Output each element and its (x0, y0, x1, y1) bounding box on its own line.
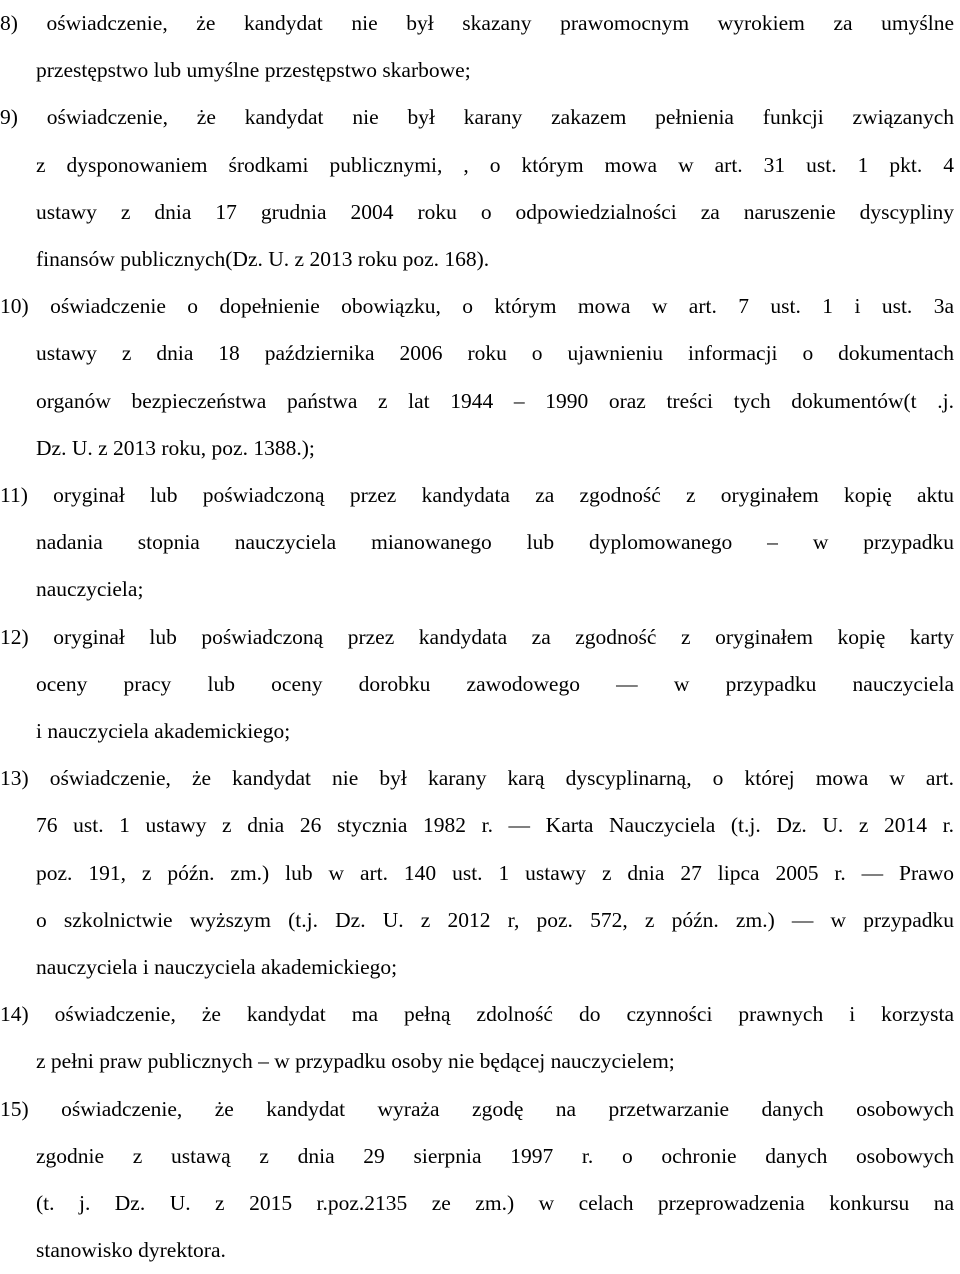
list-item-line: 76 ust. 1 ustawy z dnia 26 stycznia 1982 r. — Karta Nauczyciela (t.j. Dz. U. z 2014 r. (36, 813, 954, 838)
list-item-text: oświadczenie, że kandydat ma pełną zdolność do czynności prawnych i korzysta (54, 1002, 955, 1027)
list-item-text: oświadczenie, że kandydat nie był karany karą dyscyplinarną, o której mowa w art. (49, 766, 954, 791)
list-item-number: 12) (0, 624, 29, 649)
list-item-line (0, 755, 954, 802)
list-item-number: 14) (0, 1002, 29, 1027)
list-item-text: oryginał lub poświadczoną przez kandydata za zgodność z oryginałem kopię karty (53, 624, 954, 649)
list-item-line: nauczyciela; (36, 577, 144, 602)
list-item-number: 10) (0, 294, 29, 319)
list-item-line: Dz. U. z 2013 roku, poz. 1388.); (36, 435, 315, 460)
list-item-line (0, 94, 954, 141)
list-item-number: 15) (0, 1096, 29, 1121)
list-item-line: organów bezpieczeństwa państwa z lat 1944 – 1990 oraz treści tych dokumentów(t .j. (36, 388, 954, 413)
list-item-line (0, 614, 954, 661)
list-item-line: nadania stopnia nauczyciela mianowanego lub dyplomowanego – w przypadku (36, 530, 954, 555)
list-item-line: ustawy z dnia 17 grudnia 2004 roku o odpowiedzialności za naruszenie dyscypliny (36, 199, 954, 224)
list-item-number: 11) (0, 483, 28, 507)
list-item-text: oświadczenie, że kandydat wyraża zgodę na przetwarzanie danych osobowych (61, 1096, 955, 1121)
list-item-number: 8) (0, 11, 18, 35)
list-item-line (0, 283, 954, 330)
list-item-line: stanowisko dyrektora. (36, 1238, 226, 1263)
list-item-line: i nauczyciela akademickiego; (36, 719, 291, 743)
list-item-number: 9) (0, 105, 18, 130)
list-item-line: (t. j. Dz. U. z 2015 r.poz.2135 ze zm.) w celach przeprowadzenia konkursu na (36, 1191, 954, 1215)
list-item-line: z dysponowaniem środkami publicznymi, , o którym mowa w art. 31 ust. 1 pkt. 4 (36, 152, 954, 177)
list-item-text: oświadczenie o dopełnienie obowiązku, o którym mowa w art. 7 ust. 1 i ust. 3a (50, 294, 954, 319)
list-item-line: oceny pracy lub oceny dorobku zawodowego — w przypadku nauczyciela (36, 671, 954, 696)
list-item-line: finansów publicznych(Dz. U. z 2013 roku poz. 168). (36, 247, 490, 271)
list-item-line: z pełni praw publicznych – w przypadku osoby nie będącej nauczycielem; (36, 1049, 675, 1074)
list-item-line (0, 472, 954, 519)
list-item-line: poz. 191, z późn. zm.) lub w art. 140 ust. 1 ustawy z dnia 27 lipca 2005 r. — Prawo (36, 860, 954, 885)
list-item-line (0, 991, 954, 1038)
list-item-line (0, 1086, 954, 1133)
list-item-line: ustawy z dnia 18 października 2006 roku o ujawnieniu informacji o dokumentach (36, 341, 954, 366)
list-item-line: nauczyciela i nauczyciela akademickiego; (36, 955, 398, 979)
list-item-number: 13) (0, 766, 29, 791)
list-item-text: oświadczenie, że kandydat nie był karany zakazem pełnienia funkcji związanych (46, 105, 955, 130)
list-item-line: o szkolnictwie wyższym (t.j. Dz. U. z 2012 r, poz. 572, z późn. zm.) — w przypadku (36, 907, 954, 932)
list-item-text: oryginał lub poświadczoną przez kandydata za zgodność z oryginałem kopię aktu (53, 483, 955, 507)
list-item-line: zgodnie z ustawą z dnia 29 sierpnia 1997 r. o ochronie danych osobowych (36, 1143, 954, 1168)
list-item-line (0, 0, 954, 47)
list-item-text: oświadczenie, że kandydat nie był skazany prawomocnym wyrokiem za umyślne (46, 11, 954, 35)
list-item-line: przestępstwo lub umyślne przestępstwo skarbowe; (36, 58, 471, 83)
